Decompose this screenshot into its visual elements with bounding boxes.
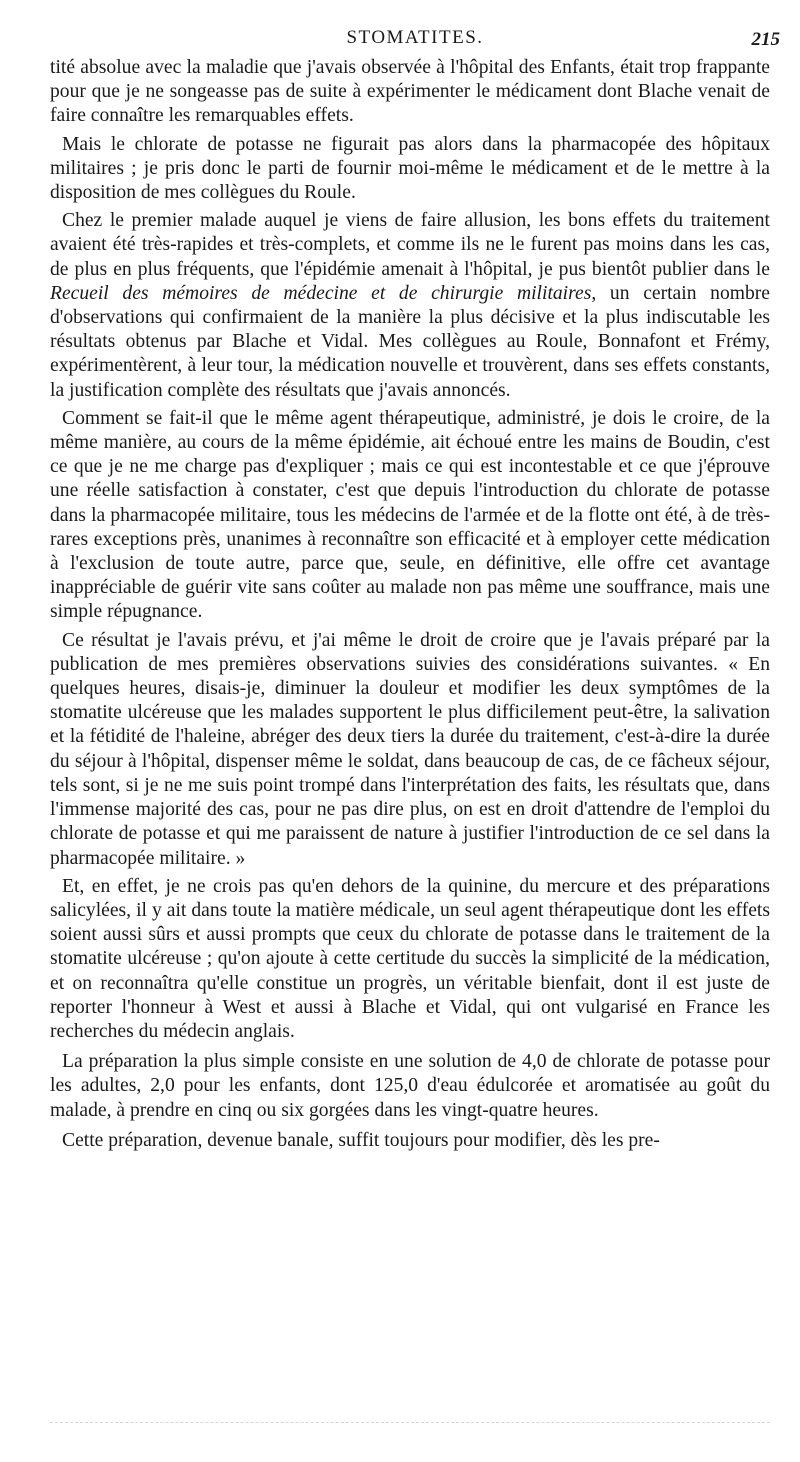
page-bottom-rule (50, 1422, 770, 1429)
paragraph-3-text-after: , un certain nombre d'observations qui confirmaient de la manière la plus décisive et la plus indiscutable les résultats obtenus par Blache et Vidal. Mes collègues au Roule, Bonnafont et Frémy, expérimentèrent, à leur tour, la médication nouvelle et trouvèrent, dans ses effets constants, la justification complète des résultats que j'avais annoncés. (50, 282, 771, 401)
paragraph-8: Cette préparation, devenue banale, suffit toujours pour modifier, dès les pre- (62, 1129, 660, 1151)
paragraph-2: Mais le chlorate de potasse ne figurait pas alors dans la pharmacopée des hôpitaux militaires ; je pris donc le parti de fournir moi-même le médicament et de le mettre à la disposition de mes collègues du Roule. (50, 133, 770, 204)
paragraph-6: Et, en effet, je ne crois pas qu'en dehors de la quinine, du mercure et des préparations salicylées, il y ait dans toute la matière médicale, un seul agent thérapeutique dont les effets soient aussi sûrs et aussi prompts que ceux du chlorate de potasse dans le traitement de la stomatite ulcéreuse ; qu'on ajoute à cette certitude du succès la simplicité de la médication, et on reconnaîtra qu'elle constitue un progrès, un véritable bienfait, dont il est juste de reporter l'honneur à West et aussi à Blache et Vidal, qui ont vulgarisé en France les recherches du médecin anglais. (50, 875, 770, 1042)
paragraph-5: Ce résultat je l'avais prévu, et j'ai même le droit de croire que je l'avais préparé par la publication de mes premières observations suivies des considérations suivantes. « En quelques heures, disais-je, diminuer la douleur et modifier les deux symptômes de la stomatite ulcéreuse que les malades supportent le plus difficilement peut-être, la salivation et la fétidité de l'haleine, abréger des deux tiers la durée du traitement, c'est-à-dire la durée du séjour à l'hôpital, dispenser même le soldat, dans beaucoup de cas, de ce fâcheux séjour, tels sont, si je ne me suis point trompé dans l'interprétation des faits, les résultats que, dans l'immense majorité des cas, pour ne pas dire plus, on est en droit d'attendre de l'emploi du chlorate de potasse et qui me paraissent de nature à justifier l'introduction de ce sel dans la pharmacopée militaire. » (50, 629, 770, 869)
body-text (50, 56, 770, 1157)
running-head (50, 27, 780, 51)
paragraph-7: La préparation la plus simple consiste en une solution de 4,0 de chlorate de potasse pour les adultes, 2,0 pour les enfants, dont 125,0 d'eau édulcorée et aromatisée au goût du malade, à prendre en cinq ou six gorgées dans les vingt-quatre heures. (50, 1051, 770, 1121)
page-number: 215 (751, 29, 780, 50)
paragraph-4: Comment se fait-il que le même agent thérapeutique, administré, je dois le croire, de la même manière, au cours de la même épidémie, ait échoué entre les mains de Boudin, c'est ce que je ne me charge pas d'expliquer ; mais ce qui est incontestable et ce que j'éprouve une réelle satisfaction à constater, c'est que depuis l'introduction du chlorate de potasse dans la pharmacopée militaire, tous les médecins de l'armée et de la flotte ont été, à de très-rares exceptions près, unanimes à reconnaître son efficacité et à employer cette médication à l'exclusion de toute autre, parce que, seule, en définitive, elle offre cet avantage inappréciable de guérir vite sans coûter au malade non pas même une souffrance, mais une simple répugnance. (50, 407, 770, 623)
paragraph-1: tité absolue avec la maladie que j'avais observée à l'hôpital des Enfants, était trop frappante pour que je ne songeasse pas de suite à expérimenter le médicament dont Blache venait de faire connaître les remarquables effets. (50, 57, 770, 127)
paragraph-3-text-before: Chez le premier malade auquel je viens de faire allusion, les bons effets du traitement avaient été très-rapides et très-complets, et comme ils ne le furent pas moins dans les cas, de plus en plus fréquents, que l'épidémie amenait à l'hôpital, je pus bientôt publier dans le (50, 210, 770, 280)
running-title: STOMATITES. (346, 27, 484, 48)
paragraph-3 (50, 209, 770, 403)
journal-title-italic: Recueil des mémoires de médecine et de chirurgie militaires (50, 282, 592, 304)
